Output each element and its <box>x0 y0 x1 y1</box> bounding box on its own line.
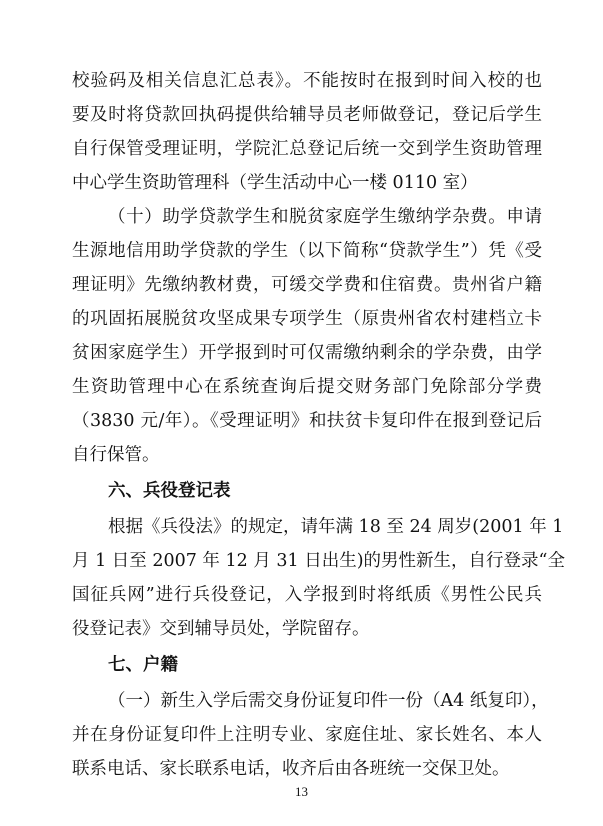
body-text-line: （十）助学贷款学生和脱贫家庭学生缴纳学杂费。申请 <box>108 207 542 227</box>
body-text-line: 的巩固拓展脱贫攻坚成果专项学生（原贵州省农村建档立卡 <box>72 309 542 329</box>
body-text-line: 根据《兵役法》的规定，请年满 18 至 24 周岁(2001 年 1 <box>108 517 564 537</box>
body-text-line: 国征兵网”进行兵役登记，入学报到时将纸质《男性公民兵 <box>72 585 542 605</box>
body-text-line: 贫困家庭学生）开学报到时可仅需缴纳剩余的学杂费，由学 <box>72 343 542 363</box>
body-text-line: 月 1 日至 2007 年 12 月 31 日出生)的男性新生，自行登录“全 <box>72 551 565 571</box>
body-text-line: 要及时将贷款回执码提供给辅导员老师做登记，登记后学生 <box>72 105 542 125</box>
body-text-line: （3830 元/年）。《受理证明》和扶贫卡复印件在报到登记后 <box>72 411 542 431</box>
body-text-line: 自行保管。 <box>72 445 160 465</box>
body-text-line: 生资助管理中心在系统查询后提交财务部门免除部分学费 <box>72 377 542 397</box>
body-text-line: 中心学生资助管理科（学生活动中心一楼 0110 室） <box>72 173 478 193</box>
body-text-line: 生源地信用助学贷款的学生（以下简称“贷款学生”）凭《受 <box>72 241 542 261</box>
page-number: 13 <box>295 784 308 799</box>
body-text-line: 理证明》先缴纳教材费，可缓交学费和住宿费。贵州省户籍 <box>72 275 542 295</box>
body-text-line: 役登记表》交到辅导员处，学院留存。 <box>72 619 370 639</box>
body-text-line: 并在身份证复印件上注明专业、家庭住址、家长姓名、本人 <box>72 725 542 745</box>
section-heading: 七、户籍 <box>108 655 178 675</box>
body-text-line: （一）新生入学后需交身份证复印件一份（A4 纸复印）， <box>108 691 549 711</box>
section-heading: 六、兵役登记表 <box>108 481 231 501</box>
body-text-line: 自行保管受理证明，学院汇总登记后统一交到学生资助管理 <box>72 139 542 159</box>
body-text-line: 校验码及相关信息汇总表》。不能按时在报到时间入校的也 <box>72 71 542 91</box>
body-text-line: 联系电话、家长联系电话，收齐后由各班统一交保卫处。 <box>72 759 510 779</box>
